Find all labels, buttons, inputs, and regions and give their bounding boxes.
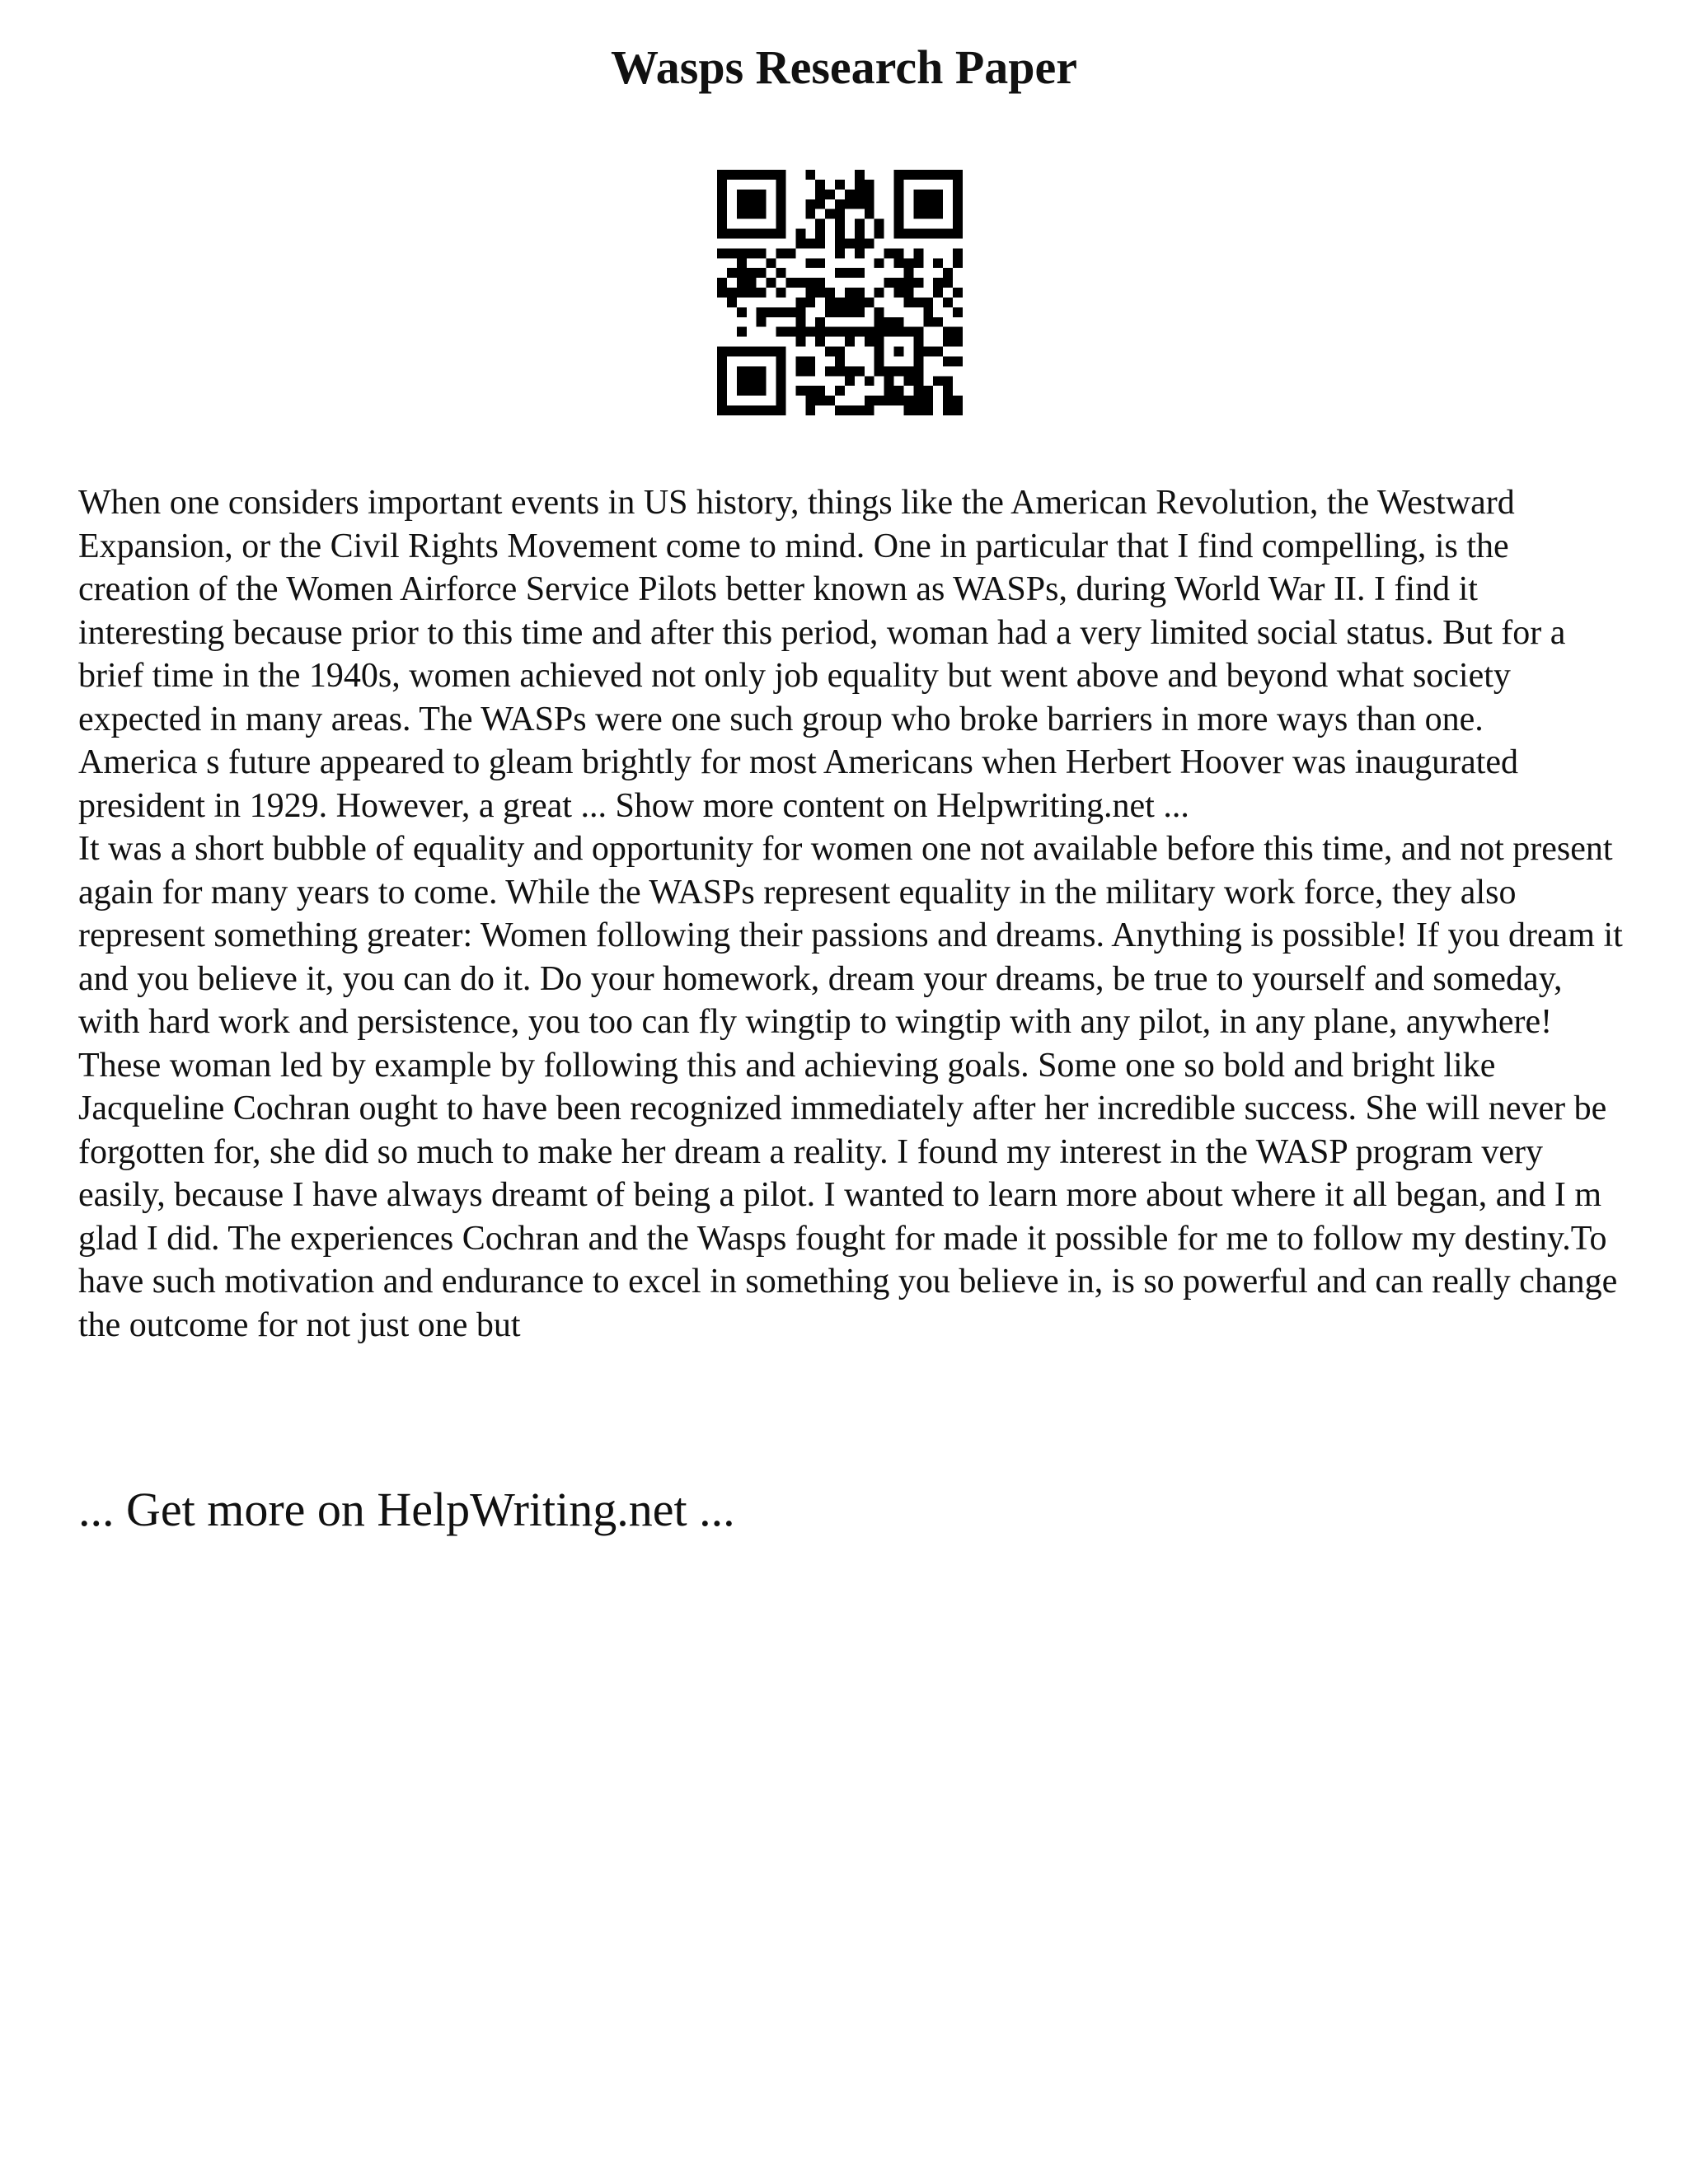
qr-code-icon[interactable] [717, 170, 963, 415]
get-more-link[interactable]: ... Get more on HelpWriting.net ... [78, 1483, 735, 1536]
paragraph-intro: When one considers important events in US history, things like the American Revolution, the Westward Expansion, or the Civil Rights Movement come to mind. One in particular that I find compelling, is the creation of the Women Airforce Service Pilots better known as WASPs, during World War II. I find it interesting because prior to this time and after this period, woman had a very limited social status. But for a brief time in the 1940s, women achieved not only job equality but went above and beyond what society expected in many areas. The WASPs were one such group who broke barriers in more ways than one. [78, 484, 1566, 738]
paragraph-conclusion: It was a short bubble of equality and opportunity for women one not available before this time, and not present again for many years to come. While the WASPs represent equality in the military work force, they also represent something greater: Women following their passions and dreams. Anything is possible! If you dream it and you believe it, you can do it. Do your homework, dream your dreams, be true to yourself and someday, with hard work and persistence, you too can fly wingtip to wingtip with any pilot, in any plane, anywhere! These woman led by example by following this and achieving goals. Some one so bold and bright like Jacqueline Cochran ought to have been recognized immediately after her incredible success. She will never be forgotten for, she did so much to make her dream a reality. I found my interest in the WASP program very easily, because I have always dreamt of being a pilot. I wanted to learn more about where it all began, and I m glad I did. The experiences Cochran and the Wasps fought for made it possible for me to follow my destiny.To have such motivation and endurance to excel in something you believe in, is so powerful and can really change the outcome for not just one but [78, 830, 1623, 1344]
page-title: Wasps Research Paper [610, 40, 1077, 94]
article-body [78, 481, 1628, 1347]
paragraph-preview: America s future appeared to gleam brightly for most Americans when Herbert Hoover was inaugurated president in 1929. However, a great ... Show more content on Helpwriting.net ... [78, 743, 1519, 825]
